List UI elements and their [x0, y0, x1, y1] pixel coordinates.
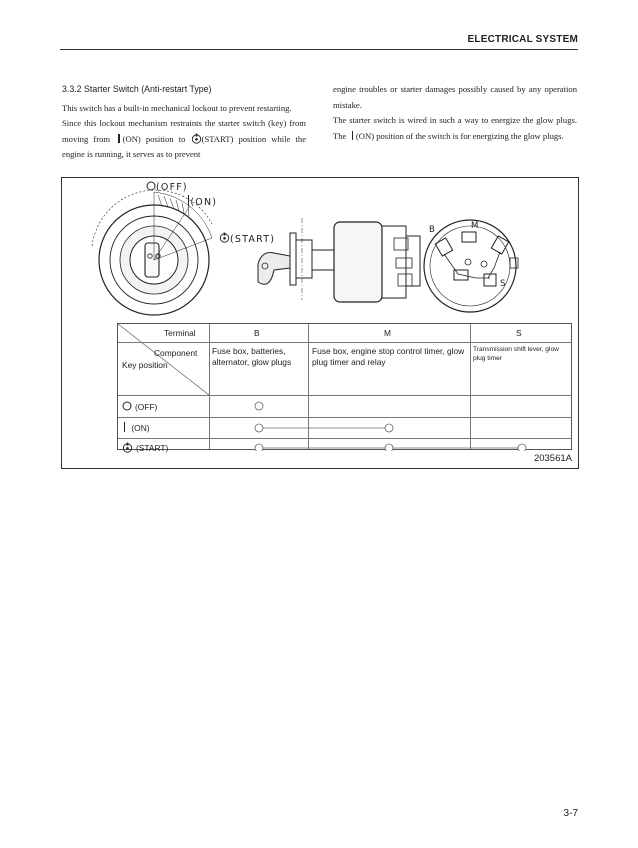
paragraph-2-part-c: (START) position while the engine is running, it serves as to prevent [62, 133, 307, 159]
header-title: ELECTRICAL SYSTEM [467, 34, 578, 45]
text-column-right [333, 82, 577, 144]
on-symbol-icon [124, 422, 125, 432]
start-key-icon [219, 232, 230, 243]
paragraph-2-part-b: (ON) position to [122, 133, 186, 144]
starter-switch-figure [61, 177, 579, 469]
starter-switch-drawing [62, 178, 580, 323]
terminal-connection-table [117, 323, 572, 453]
component-m: Fuse box, engine stop control timer, glow plug timer and relay [312, 346, 465, 367]
section-title: 3.3.2 Starter Switch (Anti-restart Type) [62, 84, 212, 94]
column-header-s: S [516, 328, 522, 338]
figure-number: 203561A [533, 453, 572, 464]
off-position-text: (OFF) [156, 182, 188, 193]
start-position-text: (START) [230, 234, 276, 245]
connection-dot [255, 424, 263, 432]
header-rule [60, 49, 578, 50]
off-position-label [146, 181, 188, 193]
row-label-on [122, 422, 150, 434]
paragraph-3 [333, 113, 577, 144]
key-switch-side-view [258, 218, 420, 302]
component-b: Fuse box, batteries, alternator, glow plugs [212, 346, 292, 367]
column-header-m: M [384, 328, 391, 338]
on-position-label [188, 195, 217, 208]
on-symbol-icon [118, 134, 119, 143]
terminal-rear-view [424, 220, 518, 312]
paragraph-2-part-a: Since this lockout mechanism restraints the starter switch (key) from moving from [62, 118, 306, 144]
key-position-header: Key position [122, 360, 168, 370]
page-number: 3-7 [563, 808, 578, 819]
paragraph-2-continued: engine troubles or starter damages possibly caused by any operation mistake. [333, 84, 577, 110]
column-header-b: B [254, 328, 260, 338]
paragraph-2 [62, 116, 306, 163]
off-circle-icon [122, 401, 132, 411]
on-position-text: (ON) [190, 197, 218, 208]
on-symbol-icon [352, 131, 353, 140]
row-label-off [122, 401, 157, 413]
connection-dot [385, 424, 393, 432]
terminal-s-label: S [500, 279, 506, 289]
row-label-on-text: (ON) [131, 423, 150, 433]
paragraph-1: This switch has a built-in mechanical lockout to prevent restarting. [62, 102, 292, 113]
row-label-start-text: (START) [136, 443, 169, 453]
component-s: Transmission shift lever, glow plug timer [473, 346, 559, 362]
terminal-header: Terminal [164, 328, 196, 338]
connection-dot [255, 444, 263, 451]
key-switch-front-view [92, 190, 212, 315]
paragraph-3-part-a: The starter switch is wired in such a way to energize the glow plugs. The [333, 115, 577, 141]
start-position-label [219, 232, 275, 245]
row-label-off-text: (OFF) [135, 402, 158, 412]
terminal-m-label: M [471, 221, 479, 231]
text-column-left [62, 82, 306, 163]
row-label-start [122, 442, 168, 454]
paragraph-3-part-b: (ON) position of the switch is for energizing the glow plugs. [355, 130, 564, 141]
connection-marks [255, 402, 526, 451]
start-key-icon [122, 442, 133, 453]
connection-dot [518, 444, 526, 451]
connection-dot [385, 444, 393, 451]
start-key-icon [191, 133, 202, 144]
component-header: Component [154, 348, 198, 358]
off-circle-icon [146, 181, 156, 191]
connection-diagram [118, 324, 573, 451]
terminal-b-label: B [429, 225, 435, 235]
connection-dot [255, 402, 263, 410]
